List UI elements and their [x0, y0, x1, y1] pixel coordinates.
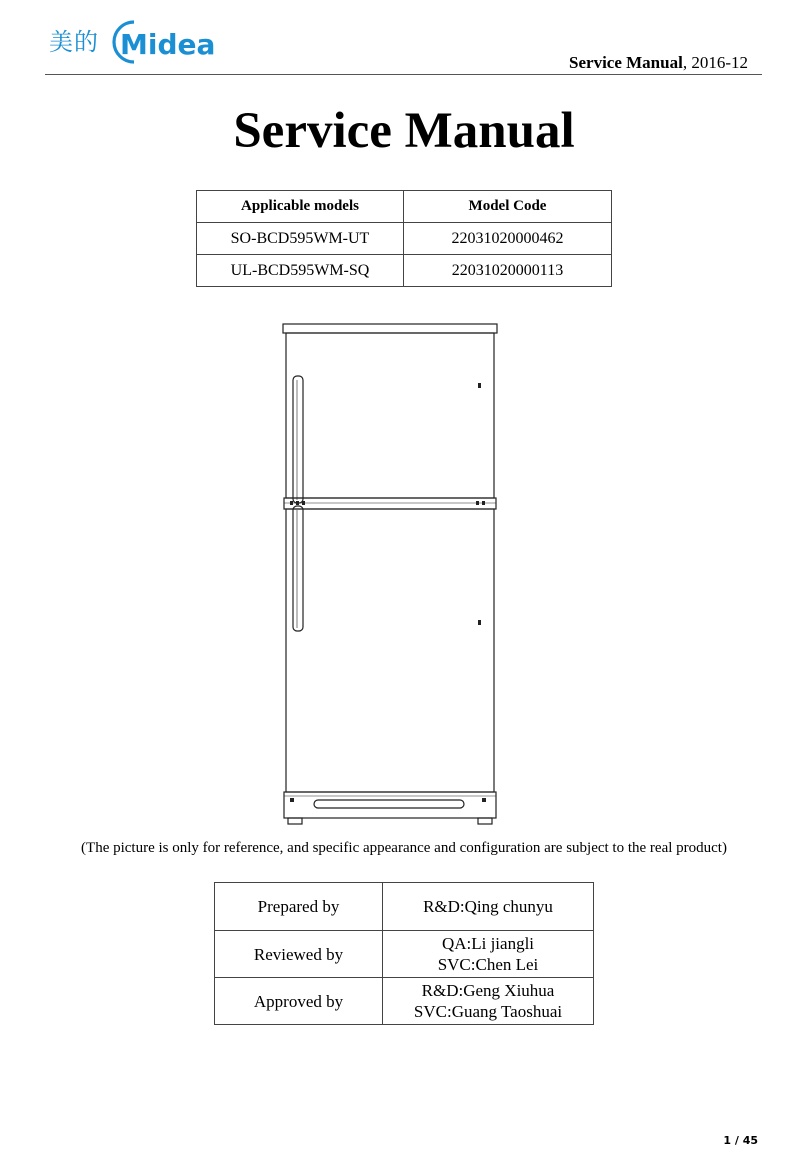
header-doc-label: Service Manual: [569, 53, 683, 72]
signoff-line: R&D:Geng Xiuhua: [421, 981, 555, 1000]
model-name-cell: SO-BCD595WM-UT: [197, 223, 404, 255]
signoff-line: R&D:Qing chunyu: [423, 897, 553, 916]
signoff-label: Approved by: [215, 978, 383, 1025]
signoff-value: [383, 978, 594, 1025]
applicable-models-table: [196, 190, 612, 287]
signoff-label: Prepared by: [215, 883, 383, 931]
midea-logo-icon: [111, 18, 241, 64]
model-code-cell: 22031020000462: [404, 223, 612, 255]
signoff-line: SVC:Chen Lei: [437, 955, 539, 974]
logo-chinese-text: 美的: [49, 28, 99, 56]
table-header-row: [197, 191, 612, 223]
header-doc-date: , 2016-12: [682, 53, 748, 72]
logo-english-text: Midea: [120, 28, 216, 61]
page-number: 1 / 45: [723, 1134, 758, 1147]
refrigerator-illustration-icon: [276, 320, 506, 828]
header-divider: [45, 74, 762, 75]
figure-caption: (The picture is only for reference, and specific appearance and configuration are subject to the real product): [81, 840, 727, 856]
signoff-label: Reviewed by: [215, 931, 383, 978]
model-name-cell: UL-BCD595WM-SQ: [197, 255, 404, 287]
signoff-table: [214, 882, 594, 1025]
signoff-value: [383, 883, 594, 931]
midea-logo: [45, 18, 245, 68]
signoff-value: [383, 931, 594, 978]
table-row: [215, 978, 594, 1025]
table-row: [215, 883, 594, 931]
table-row: [215, 931, 594, 978]
signoff-line: QA:Li jiangli: [441, 934, 535, 953]
header-doc-info: [569, 53, 748, 73]
table-row: [197, 223, 612, 255]
table-row: [197, 255, 612, 287]
header-applicable-models: Applicable models: [197, 191, 404, 223]
signoff-line: SVC:Guang Taoshuai: [413, 1002, 563, 1021]
model-code-cell: 22031020000113: [404, 255, 612, 287]
page-title: Service Manual: [233, 103, 575, 159]
header-model-code: Model Code: [404, 191, 612, 223]
